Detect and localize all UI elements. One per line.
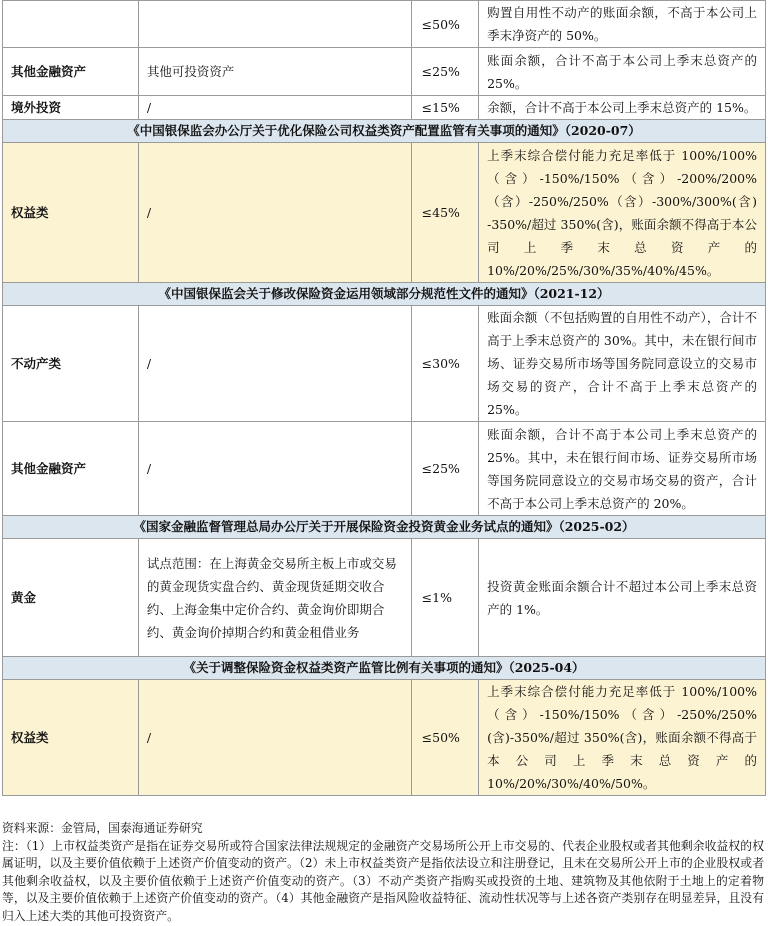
description-cell: 账面余额（不包括购置的自用性不动产），合计不高于上季末总资产的 30%。其中，未在银行间市场、证券交易所市场等国务院同意设立的交易市场交易的资产，合计不高于上季末总资产的 25%。: [479, 306, 766, 422]
source-note: 资料来源：金管局，国泰海通证券研究: [2, 821, 203, 835]
category-cell: 黄金: [3, 539, 139, 657]
ratio-cell: ≤50%: [411, 1, 478, 48]
section-header: [3, 516, 766, 539]
regulation-table: [2, 0, 766, 796]
subcategory-cell: [138, 1, 411, 48]
category-cell: 权益类: [3, 680, 139, 796]
table-row: [3, 680, 766, 796]
ratio-cell: ≤15%: [411, 96, 478, 120]
subcategory-cell: 试点范围：在上海黄金交易所主板上市或交易的黄金现货实盘合约、黄金现货延期交收合约、上海金集中定价合约、黄金询价即期合约、黄金询价掉期合约和黄金租借业务: [138, 539, 411, 657]
section-header-title: 《关于调整保险资金权益类资产监管比例有关事项的通知》（2025-04）: [3, 657, 766, 680]
table-row: [3, 48, 766, 96]
description-cell: 余额，合计不高于本公司上季末总资产的 15%。: [479, 96, 766, 120]
description-cell: 投资黄金账面余额合计不超过本公司上季末总资产的 1%。: [479, 539, 766, 657]
ratio-cell: ≤25%: [411, 422, 478, 516]
description-cell: 账面余额，合计不高于本公司上季末总资产的 25%。其中，未在银行间市场、证券交易所市场等国务院同意设立的交易市场交易的资产，合计不高于本公司上季末总资产的 20%。: [479, 422, 766, 516]
category-cell: 其他金融资产: [3, 48, 139, 96]
table-row: [3, 422, 766, 516]
description-cell: 购置自用性不动产的账面余额，不高于本公司上季末净资产的 50%。: [479, 1, 766, 48]
category-cell: [3, 1, 139, 48]
description-cell: 上季末综合偿付能力充足率低于 100%/100%（含）-150%/150%（含）-200%/200%（含）-250%/250%（含）-300%/300%(含) -350%/超过 350%(含)，账面余额不得高于本公司上季末总资产的 10%/20%/25%/30%/35%/40%/45%。: [479, 143, 766, 283]
table-row: [3, 1, 766, 48]
subcategory-cell: /: [138, 143, 411, 283]
category-cell: 其他金融资产: [3, 422, 139, 516]
subcategory-cell: /: [138, 96, 411, 120]
category-cell: 权益类: [3, 143, 139, 283]
subcategory-cell: /: [138, 680, 411, 796]
section-header-title: 《中国银保监会关于修改保险资金运用领域部分规范性文件的通知》（2021-12）: [3, 283, 766, 306]
ratio-cell: ≤25%: [411, 48, 478, 96]
category-cell: 不动产类: [3, 306, 139, 422]
table-row: [3, 96, 766, 120]
section-header: [3, 120, 766, 143]
section-header-title: 《中国银保监会办公厅关于优化保险公司权益类资产配置监管有关事项的通知》（2020-07）: [3, 120, 766, 143]
ratio-cell: ≤30%: [411, 306, 478, 422]
subcategory-cell: /: [138, 422, 411, 516]
subcategory-cell: 其他可投资资产: [138, 48, 411, 96]
definition-note: 注：（1）上市权益类资产是指在证券交易所或符合国家法律法规规定的金融资产交易场所公开上市交易的、代表企业股权或者其他剩余收益权的权属证明，以及主要价值依赖于上述资产价值变动的资产。（2）未上市权益类资产是指依法设立和注册登记，且未在交易所公开上市的企业股权或者其他剩余收益权，以及主要价值依赖于上述资产价值变动的资产。（3）不动产类资产指购买或投资的土地、建筑物及其他依附于土地上的定着物等，以及主要价值依赖于上述资产价值变动的资产。（4）其他金融资产是指风险收益特征、流动性状况等与上述各资产类别存在明显差异，且没有归入上述大类的其他可投资资产。: [2, 838, 764, 923]
section-header: [3, 283, 766, 306]
table-row: [3, 306, 766, 422]
ratio-cell: ≤1%: [411, 539, 478, 657]
ratio-cell: ≤45%: [411, 143, 478, 283]
footnotes: [2, 820, 764, 925]
table-row: [3, 143, 766, 283]
description-cell: 账面余额，合计不高于本公司上季末总资产的 25%。: [479, 48, 766, 96]
description-cell: 上季末综合偿付能力充足率低于 100%/100%（含）-150%/150%（含）-250%/250%(含)-350%/超过 350%(含)，账面余额不得高于本公司上季末总资产的 10%/20%/30%/40%/50%。: [479, 680, 766, 796]
table-row: [3, 539, 766, 657]
subcategory-cell: /: [138, 306, 411, 422]
ratio-cell: ≤50%: [411, 680, 478, 796]
section-header: [3, 657, 766, 680]
category-cell: 境外投资: [3, 96, 139, 120]
section-header-title: 《国家金融监督管理总局办公厅关于开展保险资金投资黄金业务试点的通知》（2025-02）: [3, 516, 766, 539]
